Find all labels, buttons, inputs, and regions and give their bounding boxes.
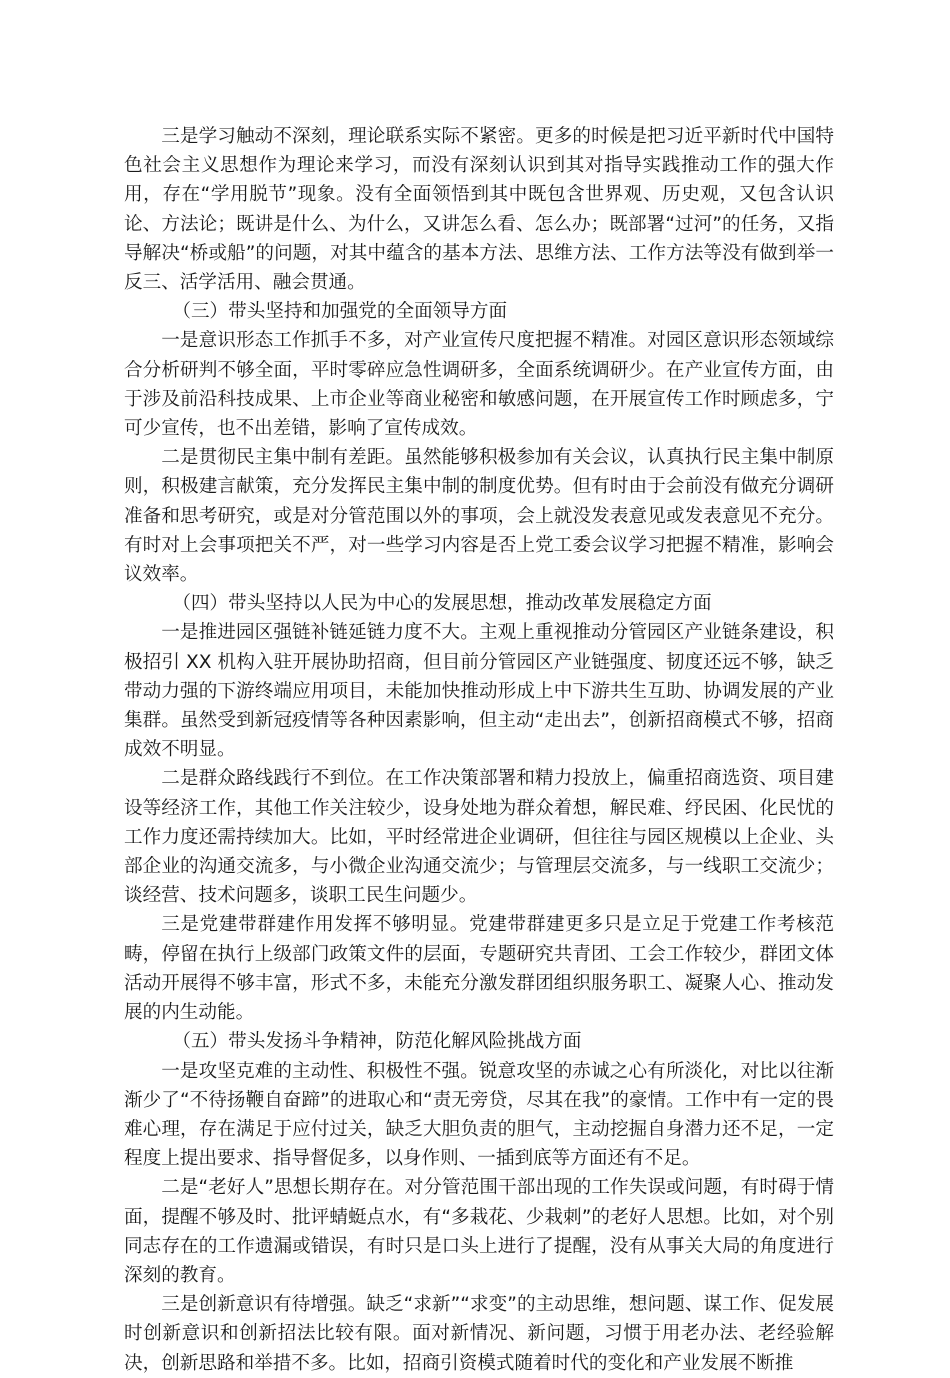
section-heading: （五）带头发扬斗争精神，防范化解风险挑战方面 <box>172 1031 582 1053</box>
paragraph: 二是贯彻民主集中制有差距。虽然能够积极参加有关会议，认真执行民主集中制原则，积极建言献策，充分发挥民主集中制的制度优势。但有时由于会前没有做充分调研准备和思考研究，或是对分管范围以外的事项，会上就没发表意见或发表意见不充分。有时对上会事项把关不严，对一些学习内容是否上党工委会议学习把握不精准，影响会议效率。 <box>124 447 834 586</box>
paragraph: 三是创新意识有待增强。缺乏“求新”“求变”的主动思维，想问题、谋工作、促发展时创新意识和创新招法比较有限。面对新情况、新问题，习惯于用老办法、老经验解决，创新思路和举措不多。比如，招商引资模式随着时代的变化和产业发展不断推 <box>124 1294 834 1374</box>
paragraph: 三是学习触动不深刻，理论联系实际不紧密。更多的时候是把习近平新时代中国特色社会主义思想作为理论来学习，而没有深刻认识到其对指导实践推动工作的强大作用，存在“学用脱节”现象。没有全面领悟到其中既包含世界观、历史观，又包含认识论、方法论；既讲是什么、为什么，又讲怎么看、怎么办；既部署“过河”的任务，又指导解决“桥或船”的问题，对其中蕴含的基本方法、思维方法、工作方法等没有做到举一反三、活学活用、融会贯通。 <box>124 126 834 294</box>
paragraph: 一是意识形态工作抓手不多，对产业宣传尺度把握不精准。对园区意识形态领域综合分析研判不够全面，平时零碎应急性调研多，全面系统调研少。在产业宣传方面，由于涉及前沿科技成果、上市企业等商业秘密和敏感问题，在开展宣传工作时顾虑多，宁可少宣传，也不出差错，影响了宣传成效。 <box>124 330 834 440</box>
paragraph: 一是攻坚克难的主动性、积极性不强。锐意攻坚的赤诚之心有所淡化，对比以往渐渐少了“不待扬鞭自奋蹄”的进取心和“责无旁贷，尽其在我”的豪情。工作中有一定的畏难心理，存在满足于应付过关，缺乏大胆负责的胆气，主动挖掘自身潜力还不足，一定程度上提出要求、指导督促多，以身作则、一插到底等方面还有不足。 <box>124 1060 834 1170</box>
paragraph: 二是“老好人”思想长期存在。对分管范围干部出现的工作失误或问题，有时碍于情面，提醒不够及时、批评蜻蜓点水，有“多栽花、少栽刺”的老好人思想。比如，对个别同志存在的工作遗漏或错误，有时只是口头上进行了提醒，没有从事关大局的角度进行深刻的教育。 <box>124 1177 834 1286</box>
document-body <box>124 122 834 1378</box>
paragraph: 一是推进园区强链补链延链力度不大。主观上重视推动分管园区产业链条建设，积极招引 XX 机构入驻开展协助招商，但目前分管园区产业链强度、韧度还远不够，缺乏带动力强的下游终端应用项目，未能加快推动形成上中下游共生互助、协调发展的产业集群。虽然受到新冠疫情等各种因素影响，但主动“走出去”，创新招商模式不够，招商成效不明显。 <box>124 622 834 761</box>
section-heading: （四）带头坚持以人民为中心的发展思想，推动改革发展稳定方面 <box>172 593 712 615</box>
paragraph: 二是群众路线践行不到位。在工作决策部署和精力投放上，偏重招商选资、项目建设等经济工作，其他工作关注较少，设身处地为群众着想，解民难、纾民困、化民忧的工作力度还需持续加大。比如，平时经常进企业调研，但往往与园区规模以上企业、头部企业的沟通交流多，与小微企业沟通交流少；与管理层交流多，与一线职工交流少；谈经营、技术问题多，谈职工民生问题少。 <box>124 768 834 907</box>
section-heading: （三）带头坚持和加强党的全面领导方面 <box>172 301 508 323</box>
paragraph: 三是党建带群建作用发挥不够明显。党建带群建更多只是立足于党建工作考核范畴，停留在执行上级部门政策文件的层面，专题研究共青团、工会工作较少，群团文体活动开展得不够丰富，形式不多，未能充分激发群团组织服务职工、凝聚人心、推动发展的内生动能。 <box>124 914 834 1024</box>
